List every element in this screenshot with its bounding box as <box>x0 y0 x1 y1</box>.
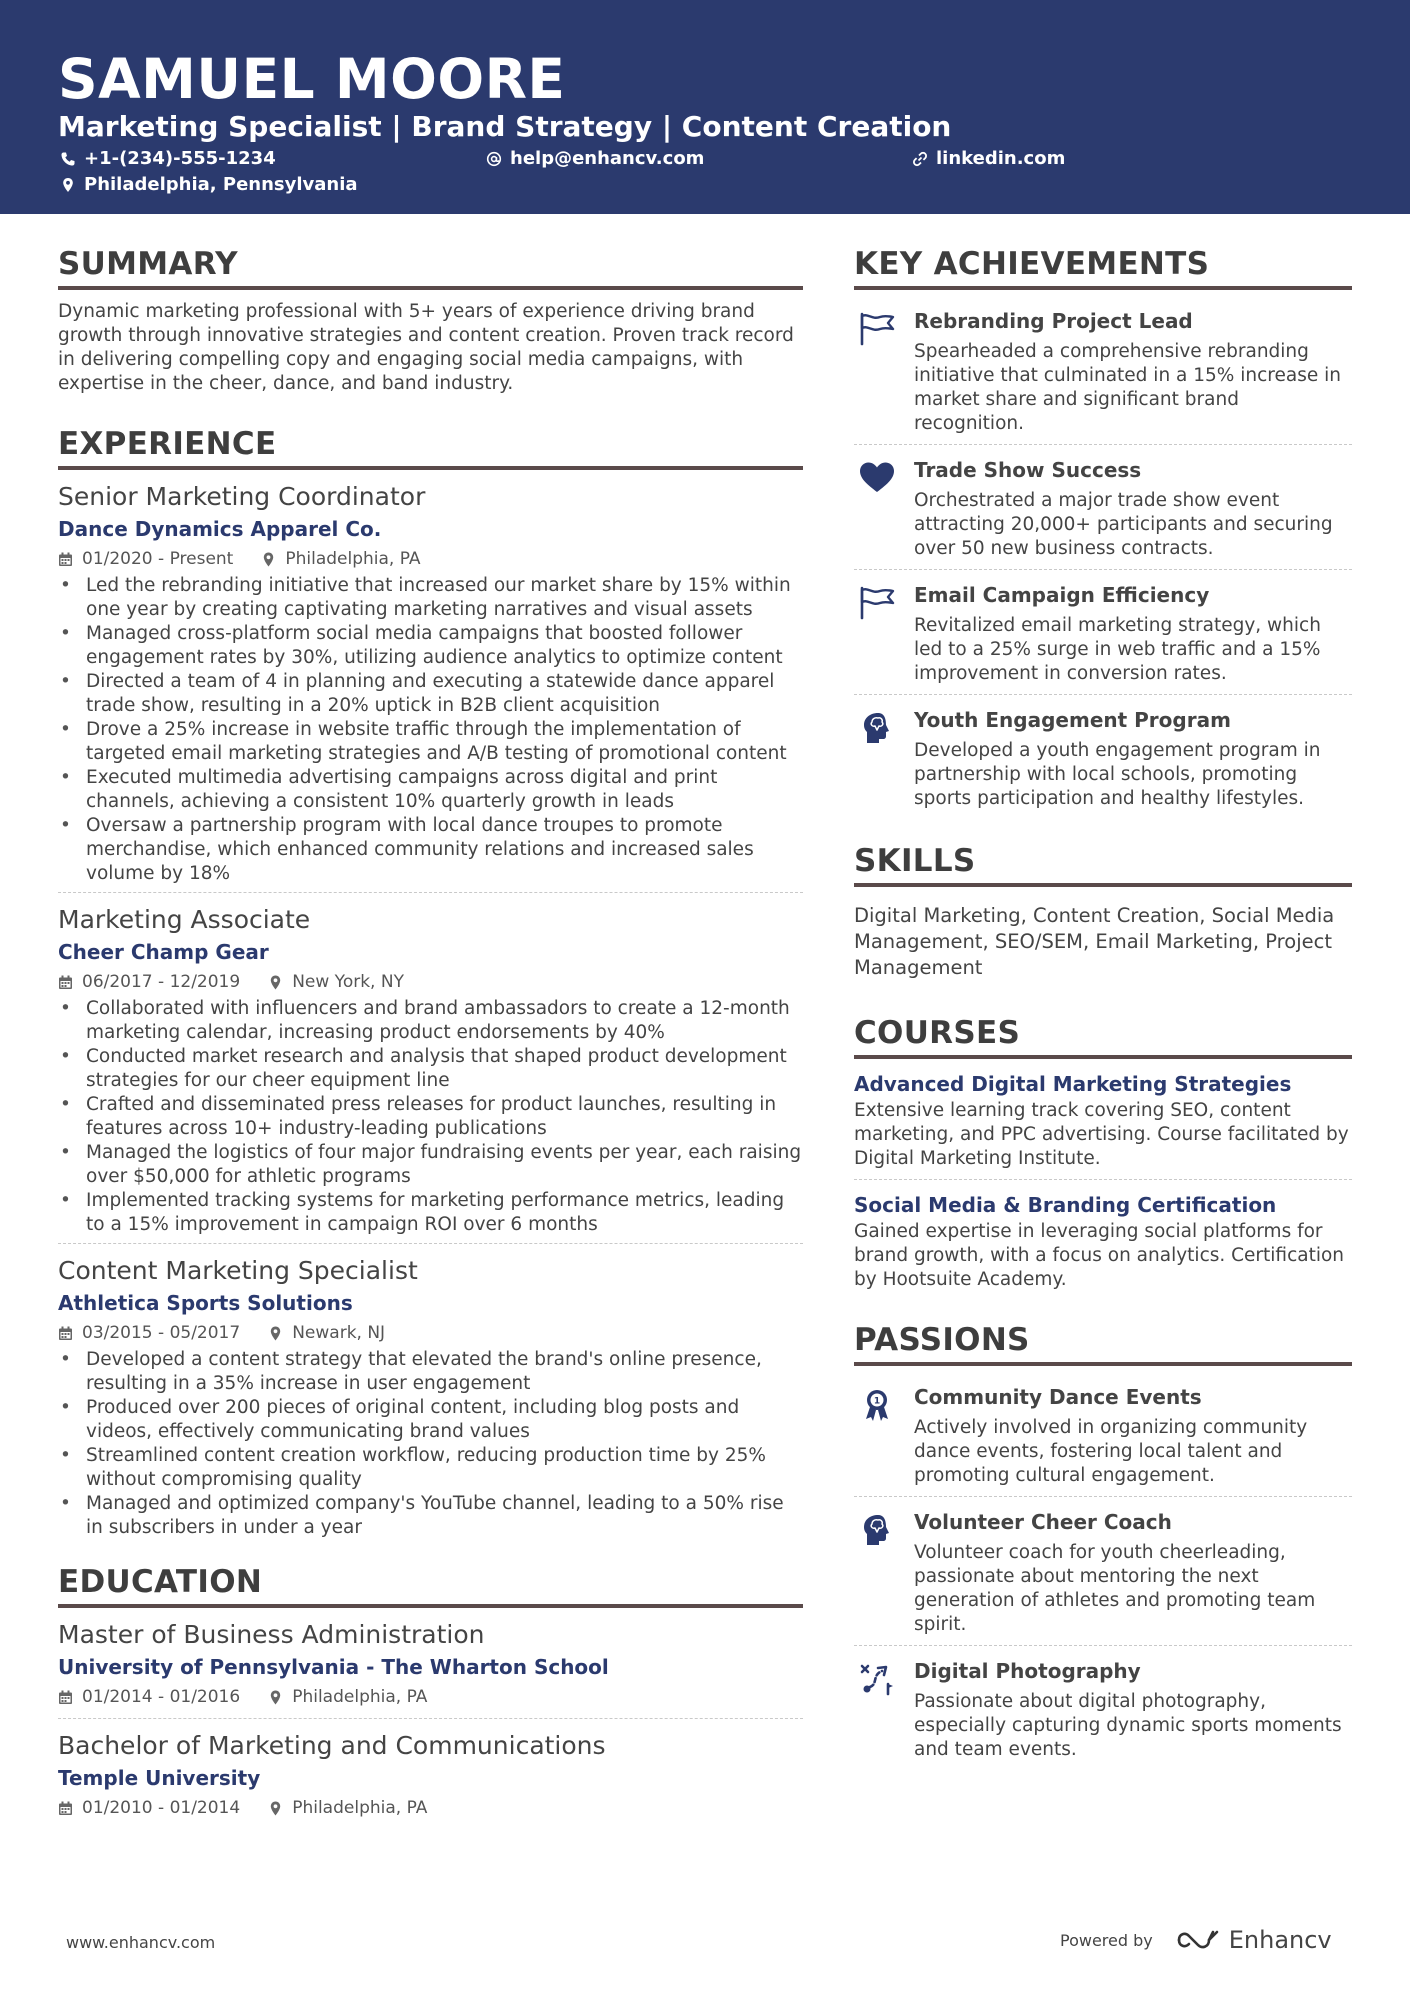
education-entry <box>58 1618 803 1719</box>
location <box>268 1320 385 1346</box>
date-range: 03/2015 - 05/2017 <box>82 1323 241 1343</box>
calendar-icon <box>58 552 82 567</box>
location <box>268 1795 427 1821</box>
location-pin-icon <box>60 177 76 193</box>
passion-item-desc: Volunteer coach for youth cheerleading, passionate about mentoring the next generation of athletes and promoting team spirit. <box>914 1542 1316 1635</box>
bullet-item: • Streamlined content creation workflow, reducing production time by 25% without compromising quality <box>58 1444 803 1492</box>
head-icon <box>854 1507 914 1637</box>
phone-text: +1-(234)-555-1234 <box>84 148 276 169</box>
bullet-item: • Implemented tracking systems for marketing performance metrics, leading to a 15% improvement in campaign ROI over 6 months <box>58 1189 803 1237</box>
passions-heading: PASSIONS <box>854 1320 1352 1366</box>
bullet-item: • Executed multimedia advertising campaigns across digital and print channels, achieving a consistent 10% quarterly growth in leads <box>58 766 803 814</box>
education-list <box>58 1618 803 1829</box>
bullet-item: • Directed a team of 4 in planning and executing a statewide dance apparel trade show, resulting in a 20% uptick in B2B client acquisition <box>58 670 803 718</box>
contact-location <box>60 173 358 197</box>
location-text: Philadelphia, PA <box>292 1687 428 1707</box>
head-icon <box>854 705 914 811</box>
achievement-item-desc: Revitalized email marketing strategy, which led to a 25% surge in web traffic and a 15% improvement in conversion rates. <box>914 615 1321 684</box>
brand-name: Enhancv <box>1228 1926 1332 1954</box>
courses-heading: COURSES <box>854 1013 1352 1059</box>
achievement-item-title: Trade Show Success <box>914 458 1142 482</box>
location-pin-icon <box>268 1326 292 1341</box>
at-icon <box>486 151 502 167</box>
school-name: Temple University <box>58 1766 261 1790</box>
resume-header <box>0 0 1410 214</box>
passion-item-title: Volunteer Cheer Coach <box>914 1510 1172 1534</box>
location-text: Philadelphia, Pennsylvania <box>84 174 358 195</box>
flag-icon <box>854 306 914 436</box>
bullet-item: • Collaborated with influencers and brand ambassadors to create a 12-month marketing calendar, increasing product endorsements by 40% <box>58 997 803 1045</box>
passion-item-desc: Passionate about digital photography, especially capturing dynamic sports moments and team events. <box>914 1691 1342 1760</box>
achievements-list <box>854 300 1352 819</box>
company-name: Cheer Champ Gear <box>58 940 269 964</box>
achievement-item <box>854 570 1352 695</box>
achievement-item-desc: Orchestrated a major trade show event attracting 20,000+ participants and securing over 50 new business contracts. <box>914 490 1333 559</box>
bullet-item: • Managed and optimized company's YouTube channel, leading to a 50% rise in subscribers in under a year <box>58 1492 803 1540</box>
job-bullets <box>58 997 803 1237</box>
achievement-item-body <box>914 705 1352 811</box>
degree-title: Bachelor of Marketing and Communications <box>58 1731 606 1760</box>
experience-heading: EXPERIENCE <box>58 424 803 470</box>
job-meta <box>58 1684 803 1710</box>
passion-item-body <box>914 1507 1352 1637</box>
bullet-item: • Drove a 25% increase in website traffic through the implementation of targeted email marketing strategies and A/B testing of promotional content <box>58 718 803 766</box>
achievement-item-desc: Developed a youth engagement program in partnership with local schools, promoting sports participation and healthy lifestyles. <box>914 740 1321 809</box>
achievement-item <box>854 695 1352 819</box>
phone-icon <box>60 151 76 167</box>
skills-heading: SKILLS <box>854 841 1352 887</box>
award-icon <box>854 1382 914 1488</box>
location-pin-icon <box>268 1690 292 1705</box>
degree-title: Master of Business Administration <box>58 1620 485 1649</box>
svg-text:1: 1 <box>873 1396 881 1407</box>
bullet-item: • Produced over 200 pieces of original content, including blog posts and videos, effectively communicating brand values <box>58 1396 803 1444</box>
experience-entry <box>58 480 803 893</box>
location-pin-icon <box>268 1801 292 1816</box>
passion-item-title: Digital Photography <box>914 1659 1141 1683</box>
contact-phone <box>60 147 276 171</box>
course-desc: Extensive learning track covering SEO, content marketing, and PPC advertising. Course facilitated by Digital Marketing Institute. <box>854 1100 1349 1169</box>
date-range: 01/2014 - 01/2016 <box>82 1687 241 1707</box>
bullet-item: • Conducted market research and analysis that shaped product development strategies for our cheer equipment line <box>58 1045 803 1093</box>
bullet-item: • Oversaw a partnership program with local dance troupes to promote merchandise, which enhanced community relations and increased sales volume by 18% <box>58 814 803 886</box>
achievement-item-body <box>914 455 1352 561</box>
calendar-icon <box>58 975 82 990</box>
achievement-item-title: Rebranding Project Lead <box>914 309 1193 333</box>
course-item <box>854 1069 1352 1180</box>
passions-list <box>854 1376 1352 1770</box>
bullet-item: • Managed cross-platform social media campaigns that boosted follower engagement rates by 30%, utilizing audience analytics to optimize content <box>58 622 803 670</box>
candidate-name: SAMUEL MOORE <box>58 47 566 111</box>
job-bullets <box>58 1348 803 1540</box>
link-icon <box>912 151 928 167</box>
date-range: 06/2017 - 12/2019 <box>82 972 241 992</box>
passion-item <box>854 1376 1352 1497</box>
education-heading: EDUCATION <box>58 1562 803 1608</box>
job-meta <box>58 1320 803 1346</box>
passion-item <box>854 1646 1352 1770</box>
date-range: 01/2010 - 01/2014 <box>82 1798 241 1818</box>
website-text[interactable]: linkedin.com <box>936 148 1066 169</box>
passion-item-body <box>914 1382 1352 1488</box>
email-text[interactable]: help@enhancv.com <box>510 148 705 169</box>
bullet-item: • Developed a content strategy that elevated the brand's online presence, resulting in a 35% increase in user engagement <box>58 1348 803 1396</box>
location-text: New York, NY <box>292 972 404 992</box>
location-text: Philadelphia, PA <box>285 549 421 569</box>
course-item <box>854 1190 1352 1300</box>
contact-website[interactable] <box>912 147 1065 171</box>
location-text: Newark, NJ <box>292 1323 386 1343</box>
job-title: Content Marketing Specialist <box>58 1256 418 1285</box>
enhancv-logo-icon <box>1175 1927 1221 1953</box>
passion-item-desc: Actively involved in organizing community dance events, fostering local talent and promoting cultural engagement. <box>914 1417 1308 1486</box>
passion-item-body <box>914 1656 1352 1762</box>
course-title: Social Media & Branding Certification <box>854 1193 1277 1217</box>
job-title: Senior Marketing Coordinator <box>58 482 426 511</box>
location <box>261 546 420 572</box>
education-entry <box>58 1729 803 1829</box>
job-meta <box>58 1795 803 1821</box>
flag-icon <box>854 580 914 686</box>
experience-list <box>58 480 803 1546</box>
achievement-item <box>854 445 1352 570</box>
achievement-item-title: Email Campaign Efficiency <box>914 583 1210 607</box>
right-column <box>854 244 1352 1770</box>
candidate-subtitle: Marketing Specialist | Brand Strategy | Content Creation <box>58 110 952 143</box>
strategy-icon <box>854 1656 914 1762</box>
location <box>268 1684 427 1710</box>
summary-text: Dynamic marketing professional with 5+ years of experience driving brand growth through innovative strategies and content creation. Proven track record in delivering compelling copy and engaging social media campaigns, with expertise in the cheer, dance, and band industry. <box>58 301 794 394</box>
experience-entry <box>58 903 803 1244</box>
location-pin-icon <box>268 975 292 990</box>
bullet-item: • Crafted and disseminated press releases for product launches, resulting in features across 10+ industry-leading publications <box>58 1093 803 1141</box>
location <box>268 969 404 995</box>
heart-icon <box>854 455 914 561</box>
passion-item-title: Community Dance Events <box>914 1385 1202 1409</box>
job-bullets <box>58 574 803 886</box>
brand-logo[interactable] <box>1175 1926 1332 1954</box>
experience-entry <box>58 1254 803 1546</box>
course-title: Advanced Digital Marketing Strategies <box>854 1072 1292 1096</box>
courses-list <box>854 1069 1352 1300</box>
bullet-item: • Managed the logistics of four major fundraising events per year, each raising over $50,000 for athletic programs <box>58 1141 803 1189</box>
date-range: 01/2020 - Present <box>82 549 234 569</box>
calendar-icon <box>58 1690 82 1705</box>
job-meta <box>58 546 803 572</box>
achievement-item-title: Youth Engagement Program <box>914 708 1231 732</box>
passion-item <box>854 1497 1352 1646</box>
company-name: Athletica Sports Solutions <box>58 1291 353 1315</box>
footer-website[interactable]: www.enhancv.com <box>66 1933 216 1952</box>
location-text: Philadelphia, PA <box>292 1798 428 1818</box>
calendar-icon <box>58 1326 82 1341</box>
achievement-item-desc: Spearheaded a comprehensive rebranding initiative that culminated in a 15% increase in market share and significant brand recognition. <box>914 341 1341 434</box>
achievements-heading: KEY ACHIEVEMENTS <box>854 244 1352 290</box>
job-title: Marketing Associate <box>58 905 311 934</box>
achievement-item-body <box>914 306 1352 436</box>
calendar-icon <box>58 1801 82 1816</box>
contact-email[interactable] <box>486 147 704 171</box>
footer-brand <box>1060 1926 1332 1954</box>
job-meta <box>58 969 803 995</box>
company-name: Dance Dynamics Apparel Co. <box>58 517 382 541</box>
location-pin-icon <box>261 552 285 567</box>
skills-text: Digital Marketing, Content Creation, Social Media Management, SEO/SEM, Email Marketing, Project Management <box>854 904 1335 979</box>
summary-heading: SUMMARY <box>58 244 803 290</box>
achievement-item <box>854 300 1352 445</box>
bullet-item: • Led the rebranding initiative that increased our market share by 15% within one year by creating captivating marketing narratives and visual assets <box>58 574 803 622</box>
left-column <box>58 244 803 1839</box>
achievement-item-body <box>914 580 1352 686</box>
school-name: University of Pennsylvania - The Wharton School <box>58 1655 609 1679</box>
powered-by-label: Powered by <box>1060 1930 1153 1950</box>
course-desc: Gained expertise in leveraging social platforms for brand growth, with a focus on analytics. Certification by Hootsuite Academy. <box>854 1221 1345 1290</box>
